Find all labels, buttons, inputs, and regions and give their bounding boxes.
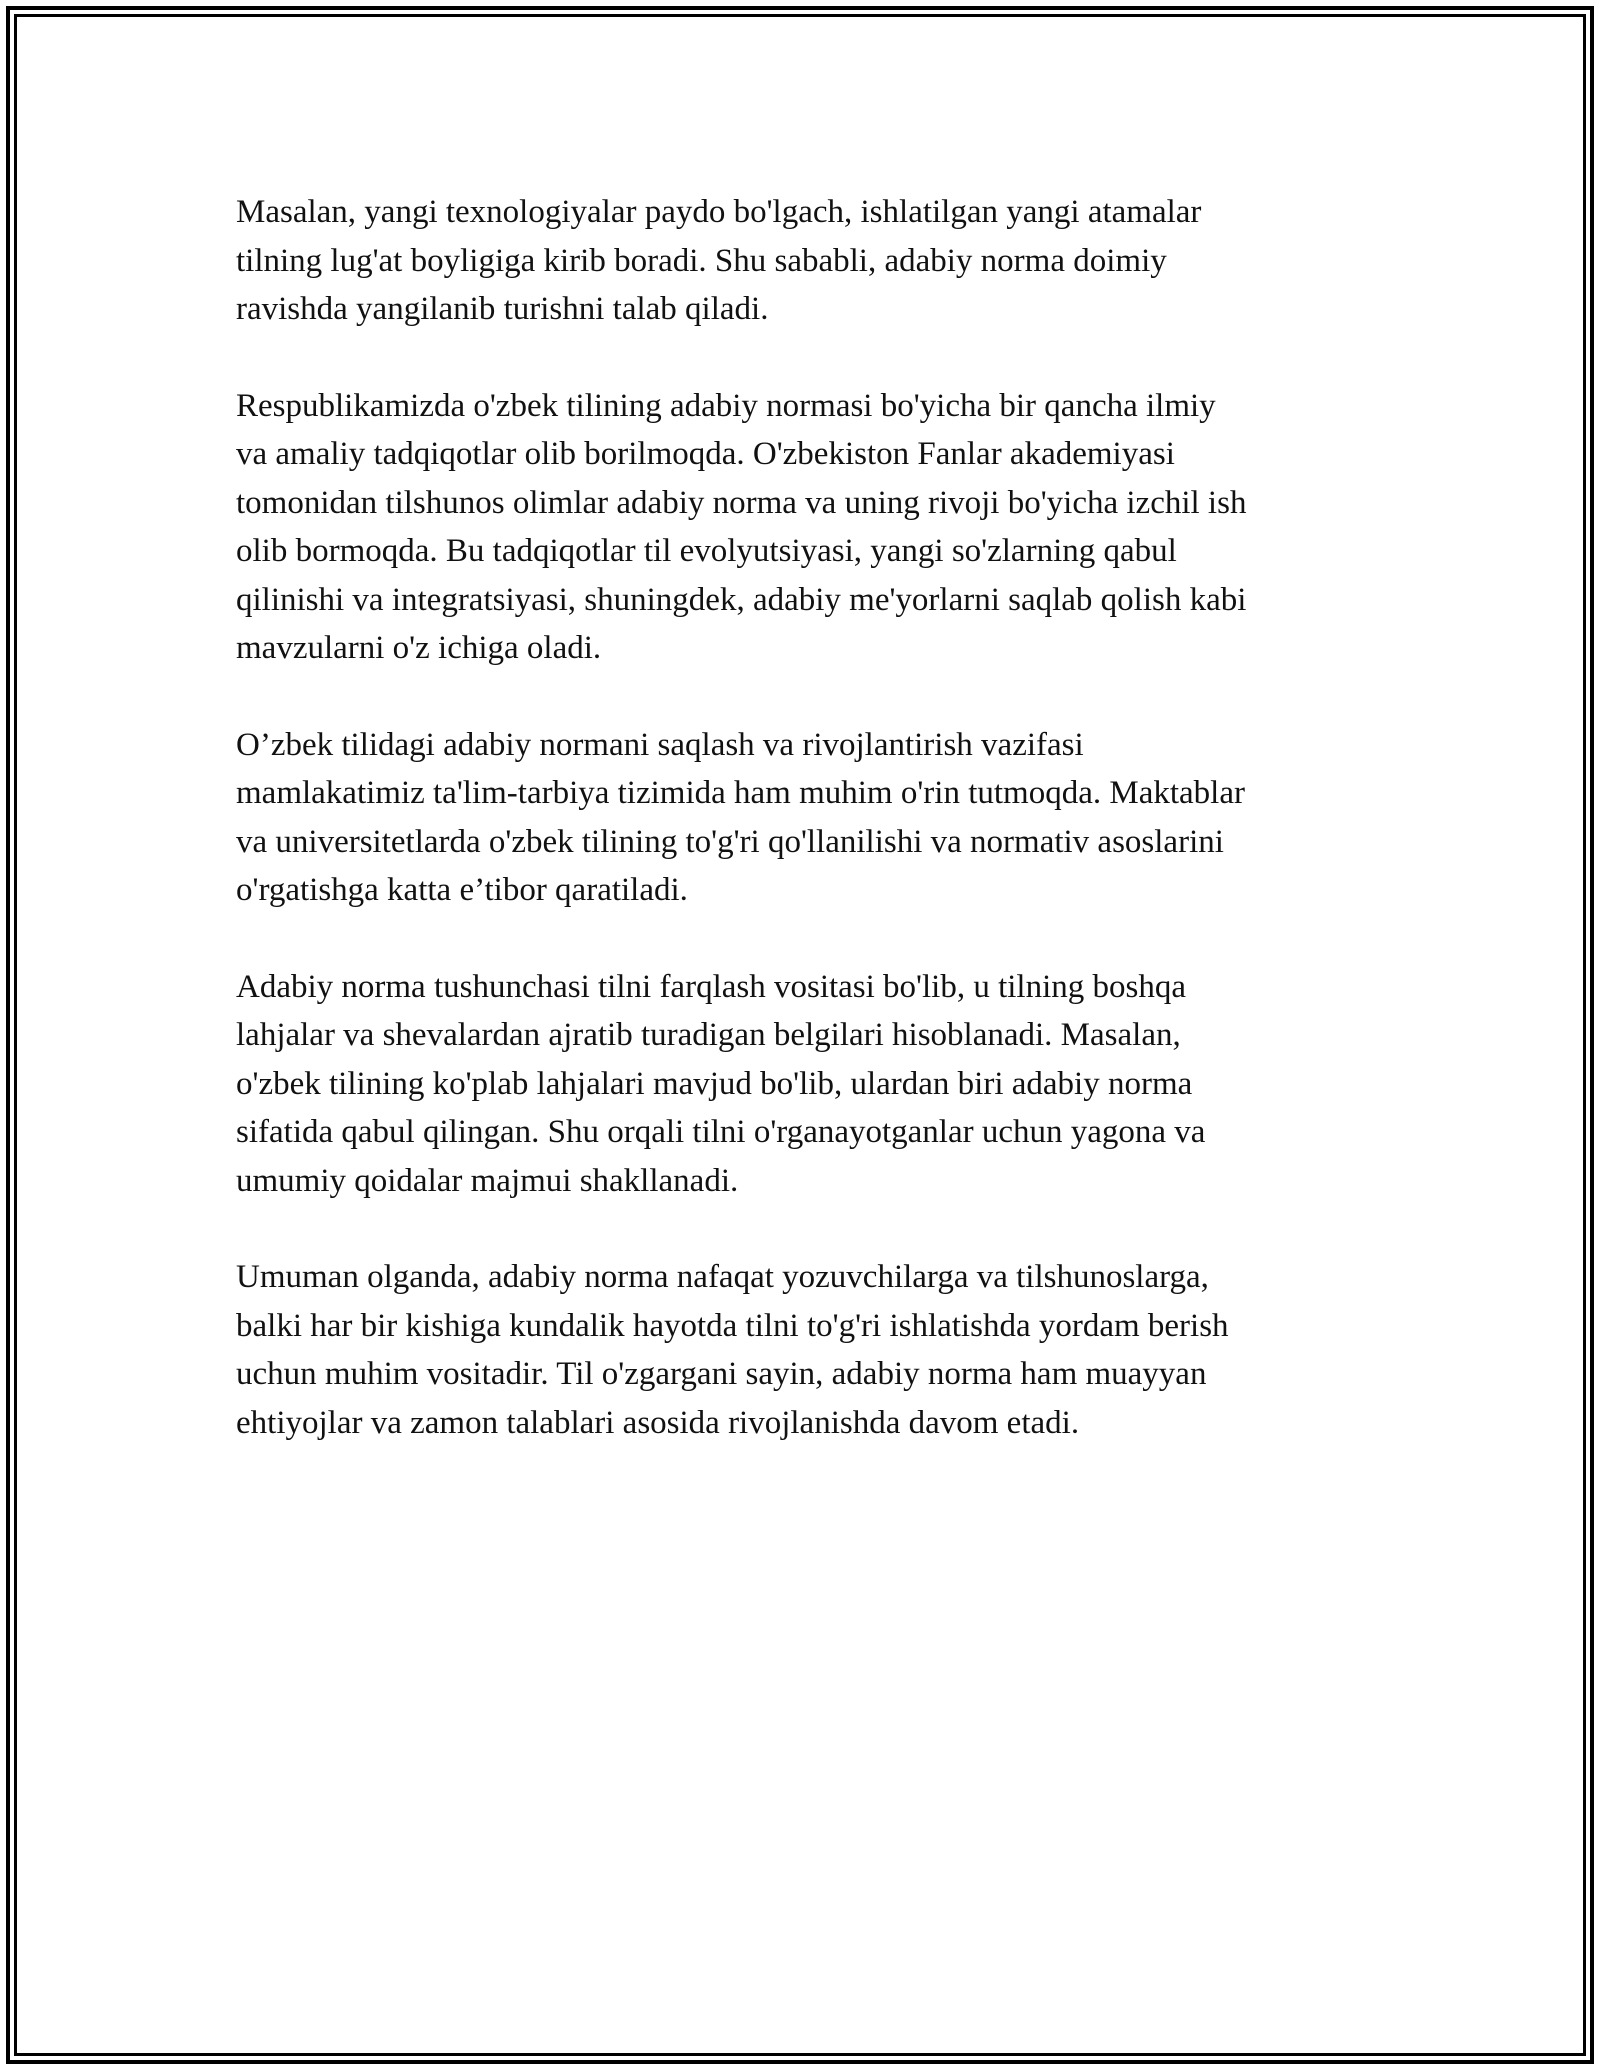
paragraph-3: [236, 721, 1386, 915]
text-line: Respublikamizda o'zbek tilining adabiy normasi bo'yicha bir qancha ilmiy: [236, 387, 1216, 424]
text-line: Umuman olganda, adabiy norma nafaqat yozuvchilarga va tilshunoslarga,: [236, 1259, 1209, 1295]
text-line: olib bormoqda. Bu tadqiqotlar til evolyutsiyasi, yangi so'zlarning qabul: [236, 533, 1177, 569]
text-line: tomonidan tilshunos olimlar adabiy norma va uning rivoji bo'yicha izchil ish: [236, 484, 1247, 521]
text-line: o'zbek tilining ko'plab lahjalari mavjud bo'lib, ulardan biri adabiy norma: [236, 1065, 1193, 1102]
text-line: tilning lug'at boyligiga kirib boradi. Shu sababli, adabiy norma doimiy: [236, 242, 1167, 279]
text-line: Adabiy norma tushunchasi tilni farqlash vositasi bo'lib, u tilning boshqa: [236, 968, 1187, 1005]
text-line: va amaliy tadqiqotlar olib borilmoqda. O'zbekiston Fanlar akademiyasi: [236, 436, 1175, 472]
text-line: ehtiyojlar va zamon talablari asosida rivojlanishda davom etadi.: [236, 1404, 1080, 1441]
text-line: ravishda yangilanib turishni talab qiladi.: [236, 291, 769, 327]
text-line: O’zbek tilidagi adabiy normani saqlash va rivojlantirish vazifasi: [236, 726, 1084, 763]
text-line: sifatida qabul qilingan. Shu orqali tilni o'rganayotganlar uchun yagona va: [236, 1114, 1206, 1150]
text-line: qilinishi va integratsiyasi, shuningdek, adabiy me'yorlarni saqlab qolish kabi: [236, 581, 1247, 618]
text-line: va universitetlarda o'zbek tilining to'g'ri qo'llanilishi va normativ asoslarini: [236, 823, 1224, 860]
text-line: balki har bir kishiga kundalik hayotda tilni to'g'ri ishlatishda yordam berish: [236, 1307, 1229, 1344]
document-body: [236, 188, 1386, 1495]
paragraph-4: [236, 963, 1386, 1206]
paragraph-5: [236, 1253, 1386, 1447]
text-line: o'rgatishga katta e’tibor qaratiladi.: [236, 872, 688, 908]
paragraph-1: [236, 188, 1386, 334]
text-line: umumiy qoidalar majmui shakllanadi.: [236, 1162, 739, 1199]
text-line: mavzularni o'z ichiga oladi.: [236, 630, 602, 666]
paragraph-2: [236, 382, 1386, 673]
text-line: lahjalar va shevalardan ajratib turadigan belgilari hisoblanadi. Masalan,: [236, 1017, 1181, 1053]
text-line: uchun muhim vositadir. Til o'zgargani sayin, adabiy norma ham muayyan: [236, 1356, 1207, 1392]
text-line: Masalan, yangi texnologiyalar paydo bo'lgach, ishlatilgan yangi atamalar: [236, 194, 1202, 230]
text-line: mamlakatimiz ta'lim-tarbiya tizimida ham muhim o'rin tutmoqda. Maktablar: [236, 775, 1245, 811]
